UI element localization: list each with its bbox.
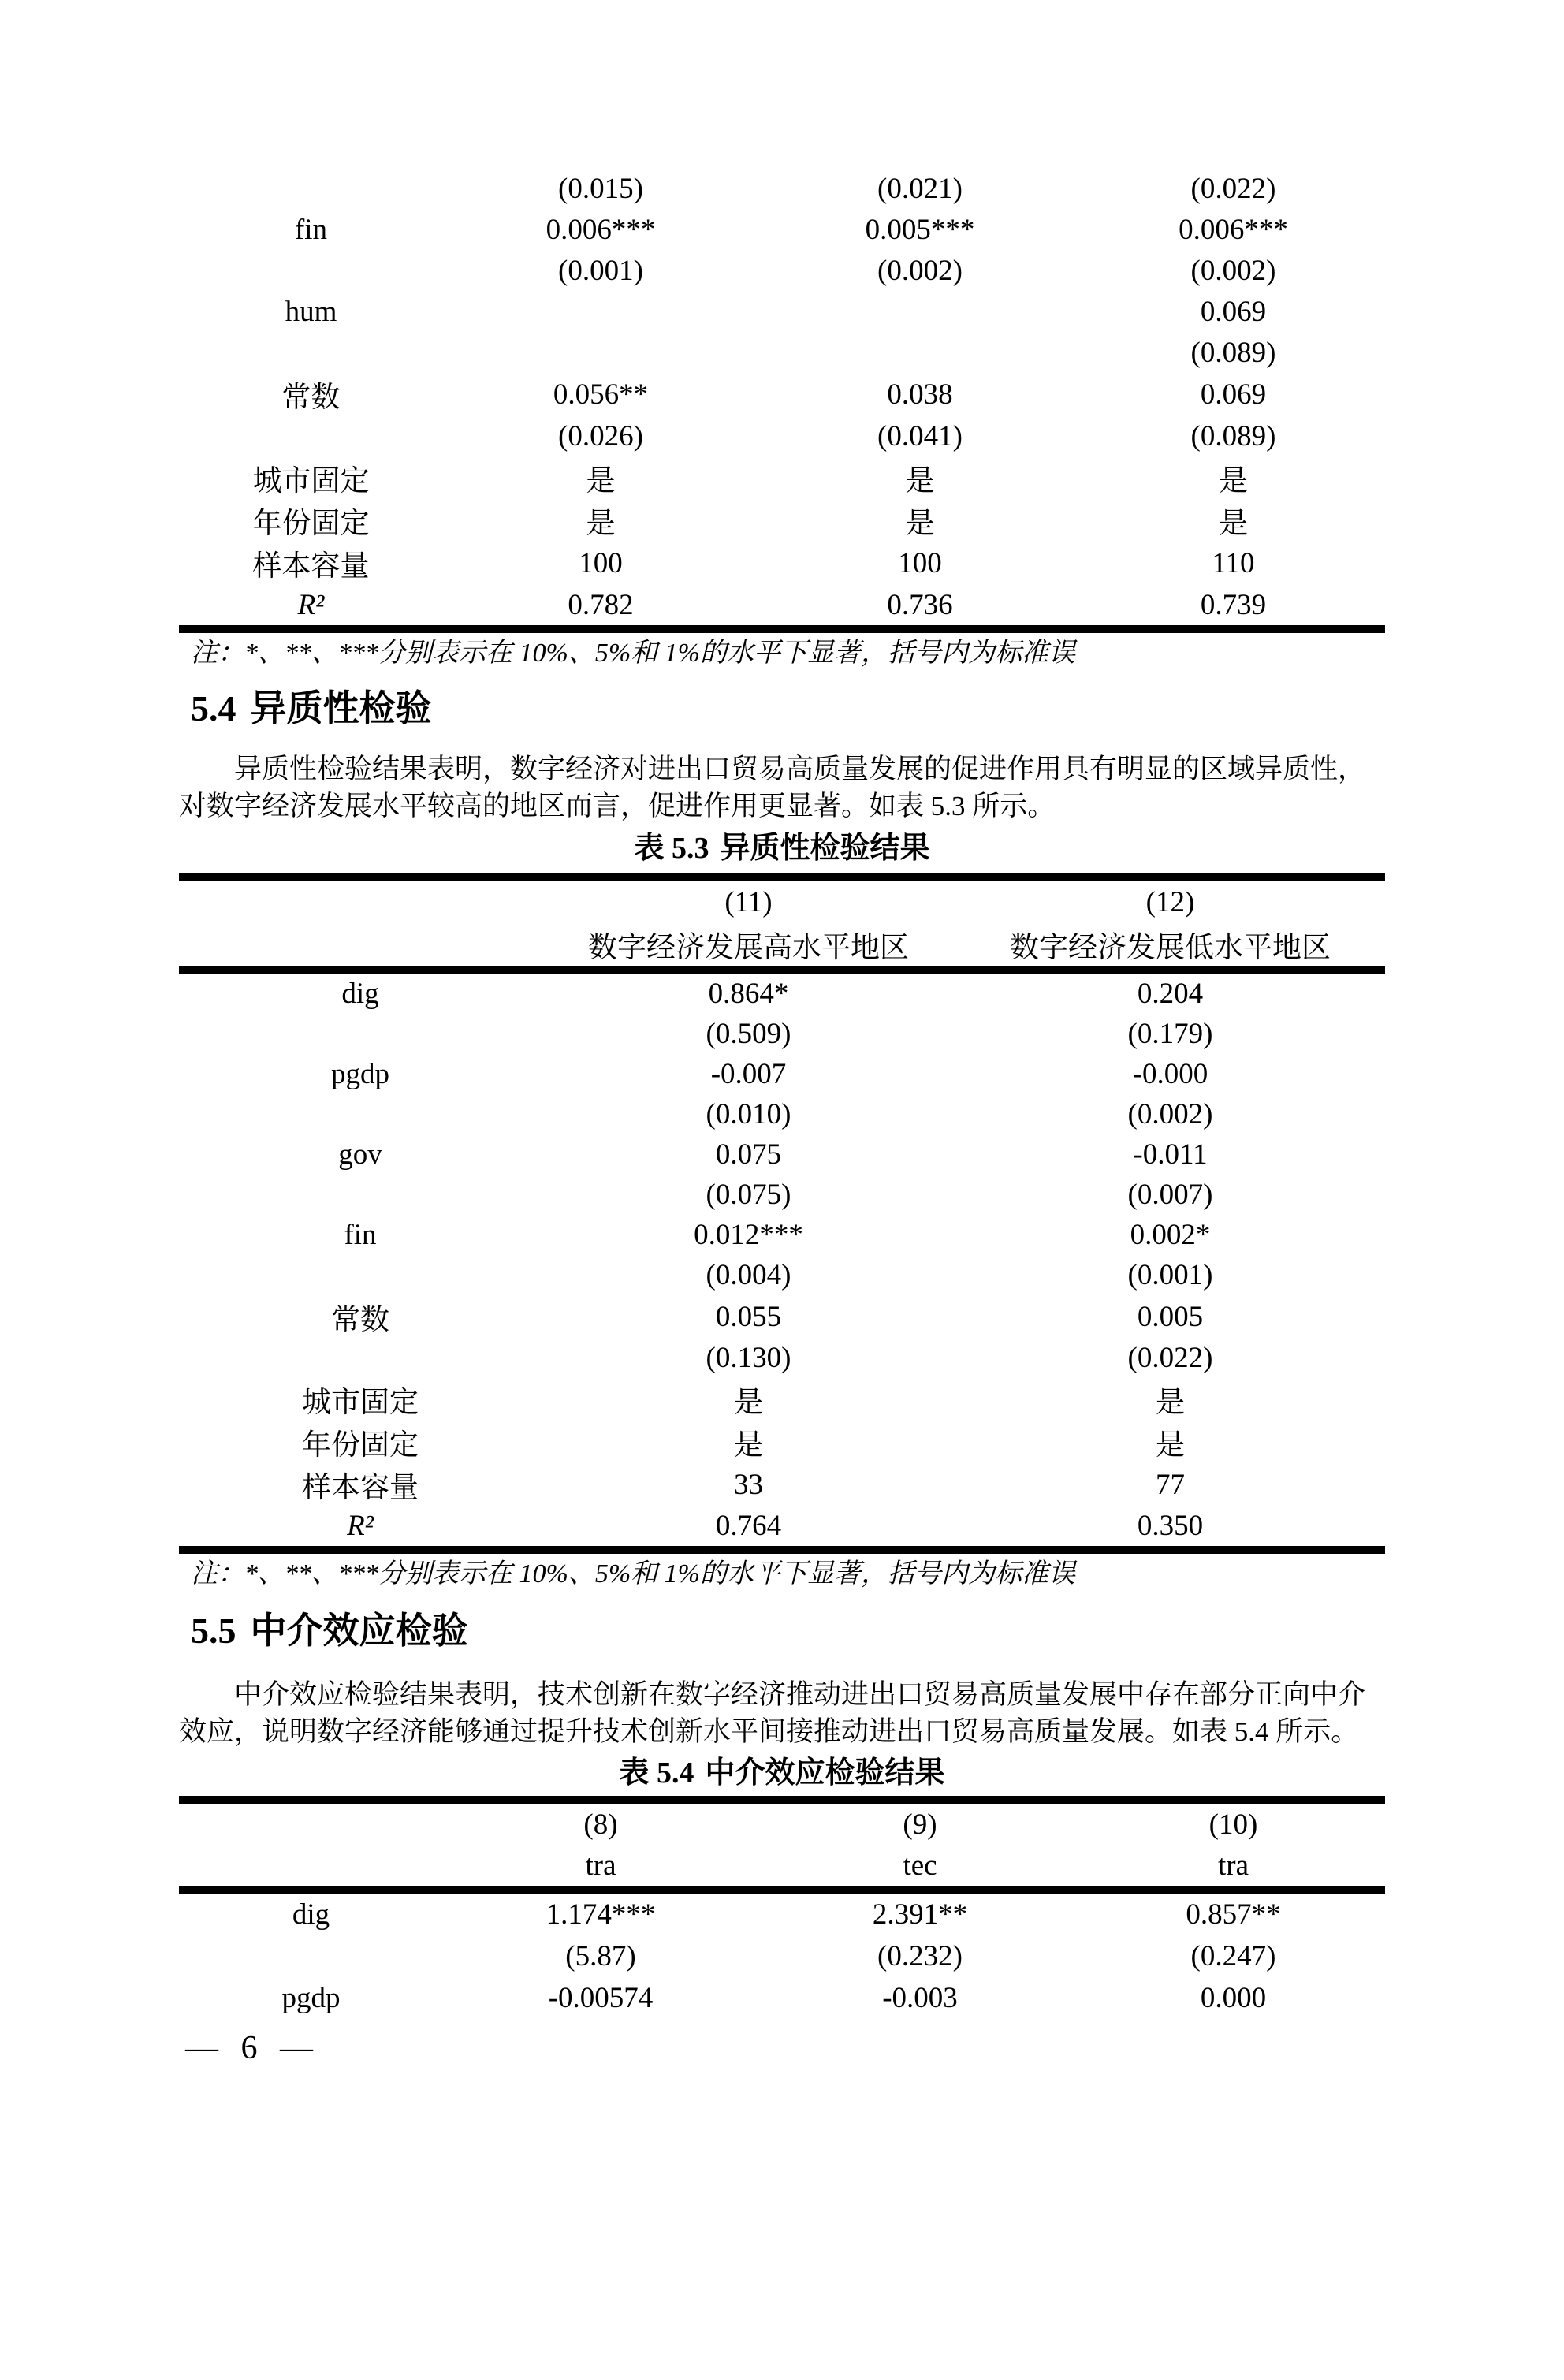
table-cell: (0.010) bbox=[706, 1098, 791, 1130]
table-row bbox=[179, 1845, 1385, 1894]
table-cell: 0.350 bbox=[1137, 1510, 1204, 1542]
table-cell: (10) bbox=[1208, 1808, 1258, 1841]
table-row bbox=[179, 1506, 1385, 1546]
table-cell: 城市固定 bbox=[302, 1387, 419, 1419]
table-row bbox=[179, 456, 1385, 499]
table-cell: (0.022) bbox=[1127, 1342, 1213, 1374]
table-row bbox=[179, 291, 1385, 332]
table-cell: 110 bbox=[1212, 546, 1255, 579]
table-row bbox=[179, 415, 1385, 456]
document-page bbox=[0, 168, 1564, 2380]
table-cell: (0.001) bbox=[558, 254, 643, 287]
table-cell: 数字经济发展低水平地区 bbox=[955, 923, 1385, 974]
table-row bbox=[179, 499, 1385, 542]
table-row bbox=[179, 250, 1385, 291]
table-row bbox=[179, 923, 1385, 974]
table-cell: (5.87) bbox=[565, 1940, 636, 1972]
table-cell: 0.739 bbox=[1200, 588, 1267, 621]
table-cell: 常数 bbox=[331, 1304, 389, 1336]
table-cell: 0.764 bbox=[715, 1510, 782, 1542]
table-cell: 是 bbox=[1156, 1429, 1185, 1462]
table-cell: fin bbox=[344, 1219, 377, 1251]
table-row bbox=[179, 1014, 1385, 1054]
table-cell bbox=[758, 291, 1082, 332]
paragraph-line: 效应，说明数字经济能够通过提升技术创新水平间接推动进出口贸易高质量发展。如表 5.4 所示。 bbox=[179, 1716, 1359, 1747]
table-cell: 是 bbox=[734, 1387, 763, 1419]
table-cell: 1.174*** bbox=[546, 1898, 656, 1931]
table-note: 注：*、**、***分别表示在 10%、5%和 1%的水平下显著，括号内为标准误 bbox=[191, 639, 1075, 668]
table-cell: 是 bbox=[1219, 465, 1248, 497]
table-cell bbox=[179, 250, 443, 291]
table-cell bbox=[179, 1804, 443, 1845]
table-cell: gov bbox=[338, 1138, 382, 1171]
table-cell: 年份固定 bbox=[252, 508, 370, 540]
table-note: 注：*、**、***分别表示在 10%、5%和 1%的水平下显著，括号内为标准误 bbox=[191, 1559, 1075, 1589]
table-row bbox=[179, 1215, 1385, 1255]
table-row bbox=[179, 168, 1385, 209]
section-number: 5.4 bbox=[191, 688, 236, 728]
table-cell: 0.736 bbox=[887, 588, 953, 621]
page-number: — 6 — bbox=[185, 2030, 313, 2066]
table-row bbox=[179, 1175, 1385, 1215]
table-cell: tra bbox=[443, 1845, 758, 1894]
table-row bbox=[179, 1134, 1385, 1175]
table-cell: 0.012*** bbox=[694, 1219, 803, 1251]
table-caption-title: 中介效应检验结果 bbox=[705, 1756, 945, 1790]
table-cell: pgdp bbox=[281, 1982, 341, 2014]
table-row bbox=[179, 1894, 1385, 1935]
table-cell: 是 bbox=[905, 508, 935, 540]
paragraph-line: 中介效应检验结果表明，技术创新在数字经济推动进出口贸易高质量发展中存在部分正向中介 bbox=[234, 1679, 1366, 1710]
table-cell: 是 bbox=[1219, 508, 1248, 540]
table-cell: 0.782 bbox=[568, 588, 634, 621]
table-cell: 0.055 bbox=[715, 1300, 782, 1333]
table-cell: (0.026) bbox=[558, 419, 643, 453]
table-cell: 是 bbox=[905, 465, 935, 497]
table-cell: -0.007 bbox=[710, 1058, 787, 1090]
table-cell bbox=[179, 415, 443, 456]
table-cell: (0.021) bbox=[877, 172, 963, 205]
section-title: 异质性检验 bbox=[250, 687, 432, 728]
table-cell: 0.864* bbox=[708, 978, 789, 1010]
table-cell: 100 bbox=[579, 546, 623, 579]
table-cell: -0.00574 bbox=[548, 1982, 654, 2014]
table-cell: 33 bbox=[734, 1468, 763, 1501]
table-cell: 0.005 bbox=[1137, 1300, 1204, 1333]
table-cell bbox=[179, 1935, 443, 1977]
table-cell: dig bbox=[292, 1898, 330, 1931]
table-row bbox=[179, 542, 1385, 584]
table-cell: (0.130) bbox=[706, 1342, 791, 1374]
table-caption-number: 表 5.3 bbox=[634, 832, 709, 865]
table-cell: 0.075 bbox=[715, 1138, 782, 1171]
table-row bbox=[179, 1378, 1385, 1421]
table-cell bbox=[443, 332, 758, 373]
table-cell: 0.056** bbox=[553, 378, 649, 411]
table-cell: 0.204 bbox=[1137, 978, 1204, 1010]
table-cell: (0.001) bbox=[1127, 1259, 1213, 1291]
table-cell bbox=[179, 923, 542, 974]
table-cell: -0.011 bbox=[1133, 1138, 1208, 1171]
table-cell bbox=[179, 1845, 443, 1894]
table-cell: 100 bbox=[898, 546, 942, 579]
table-cell: (0.232) bbox=[877, 1940, 963, 1972]
table-cell bbox=[179, 881, 542, 923]
table-cell: 2.391** bbox=[872, 1898, 968, 1931]
table-cell: (0.002) bbox=[1190, 254, 1276, 287]
table-cell bbox=[179, 168, 443, 209]
table-cell: -0.003 bbox=[882, 1982, 958, 2014]
table-caption-number: 表 5.4 bbox=[619, 1756, 694, 1790]
table-caption-5-3 bbox=[179, 829, 1385, 867]
table-cell: (0.509) bbox=[706, 1018, 791, 1050]
table-row bbox=[179, 1094, 1385, 1134]
table-row bbox=[179, 1804, 1385, 1845]
table-cell: 0.000 bbox=[1200, 1982, 1267, 2014]
table-cell: fin bbox=[294, 213, 328, 246]
table-row bbox=[179, 209, 1385, 250]
table-cell: 年份固定 bbox=[302, 1429, 419, 1462]
section-heading-5-4 bbox=[179, 684, 1385, 732]
mediation-table bbox=[179, 1796, 1385, 2019]
table-cell: 0.006*** bbox=[1179, 213, 1288, 246]
table-cell: R² bbox=[347, 1510, 374, 1542]
table-cell: 0.005*** bbox=[865, 213, 975, 246]
table-row bbox=[179, 1054, 1385, 1094]
table-cell bbox=[179, 1094, 542, 1134]
table-row bbox=[179, 332, 1385, 373]
table-cell: (9) bbox=[903, 1808, 937, 1841]
paragraph-5-4 bbox=[179, 751, 1385, 825]
table-cell: 0.038 bbox=[887, 378, 953, 411]
table-cell: 0.002* bbox=[1130, 1219, 1211, 1251]
table-cell: (0.089) bbox=[1190, 419, 1276, 453]
table-row bbox=[179, 1463, 1385, 1506]
table-cell: tec bbox=[758, 1845, 1082, 1894]
table-cell: (0.089) bbox=[1190, 336, 1276, 369]
table-cell: 0.857** bbox=[1186, 1898, 1281, 1931]
table-caption-5-4 bbox=[179, 1754, 1385, 1792]
table-cell bbox=[179, 1014, 542, 1054]
table-row bbox=[179, 974, 1385, 1014]
page-content bbox=[179, 168, 1385, 2069]
table-cell: 0.006*** bbox=[546, 213, 656, 246]
table-cell: 样本容量 bbox=[252, 550, 370, 583]
table-cell: 是 bbox=[1156, 1387, 1185, 1419]
paragraph-line: 对数字经济发展水平较高的地区而言，促进作用更显著。如表 5.3 所示。 bbox=[179, 791, 1056, 821]
table-cell: 0.069 bbox=[1200, 378, 1267, 411]
table-cell: (0.002) bbox=[877, 254, 963, 287]
table-cell: 样本容量 bbox=[302, 1472, 419, 1504]
table-cell: 数字经济发展高水平地区 bbox=[542, 923, 955, 974]
table-cell: (0.041) bbox=[877, 419, 963, 453]
table-row bbox=[179, 881, 1385, 923]
table-cell: -0.000 bbox=[1132, 1058, 1208, 1090]
table-row bbox=[179, 373, 1385, 415]
table-cell bbox=[179, 1338, 542, 1378]
table-cell: 是 bbox=[586, 508, 616, 540]
table-cell: 77 bbox=[1156, 1468, 1185, 1501]
table-cell: (0.015) bbox=[558, 172, 643, 205]
table-caption-title: 异质性检验结果 bbox=[720, 832, 930, 865]
table-cell bbox=[179, 332, 443, 373]
table-cell bbox=[758, 332, 1082, 373]
table-cell: (8) bbox=[583, 1808, 618, 1841]
table-cell: (0.247) bbox=[1190, 1940, 1276, 1972]
table-row bbox=[179, 584, 1385, 625]
table-row bbox=[179, 1935, 1385, 1977]
table-cell: (0.004) bbox=[706, 1259, 791, 1291]
table-cell bbox=[443, 291, 758, 332]
table-cell: 是 bbox=[734, 1429, 763, 1462]
table-row bbox=[179, 1421, 1385, 1463]
heterogeneity-table bbox=[179, 873, 1385, 1554]
table-cell: 0.069 bbox=[1200, 295, 1267, 328]
table-cell: (11) bbox=[724, 885, 773, 918]
table-cell: (0.002) bbox=[1127, 1098, 1213, 1130]
section-number: 5.5 bbox=[191, 1611, 236, 1651]
table-cell: hum bbox=[285, 295, 337, 328]
table-row bbox=[179, 1977, 1385, 2019]
section-heading-5-5 bbox=[179, 1607, 1385, 1655]
table-row bbox=[179, 1338, 1385, 1378]
table-cell: dig bbox=[341, 978, 379, 1010]
table-cell: 城市固定 bbox=[252, 465, 370, 497]
regression-table-continued bbox=[179, 168, 1385, 633]
section-title: 中介效应检验 bbox=[250, 1610, 468, 1651]
table-cell: 常数 bbox=[281, 382, 341, 414]
table-cell: 是 bbox=[586, 465, 616, 497]
paragraph-5-5 bbox=[179, 1676, 1385, 1750]
table-cell: (0.007) bbox=[1127, 1179, 1213, 1211]
table-cell: (12) bbox=[1145, 885, 1195, 918]
table-cell: pgdp bbox=[331, 1058, 389, 1090]
table-cell: (0.179) bbox=[1127, 1018, 1213, 1050]
table-cell: (0.022) bbox=[1190, 172, 1276, 205]
table-cell bbox=[179, 1175, 542, 1215]
table-row bbox=[179, 1295, 1385, 1338]
table-row bbox=[179, 1255, 1385, 1295]
table-cell bbox=[179, 1255, 542, 1295]
table-cell: R² bbox=[297, 588, 325, 621]
paragraph-line: 异质性检验结果表明，数字经济对进出口贸易高质量发展的促进作用具有明显的区域异质性， bbox=[234, 754, 1366, 784]
table-cell: (0.075) bbox=[706, 1179, 791, 1211]
table-cell: tra bbox=[1082, 1845, 1385, 1894]
